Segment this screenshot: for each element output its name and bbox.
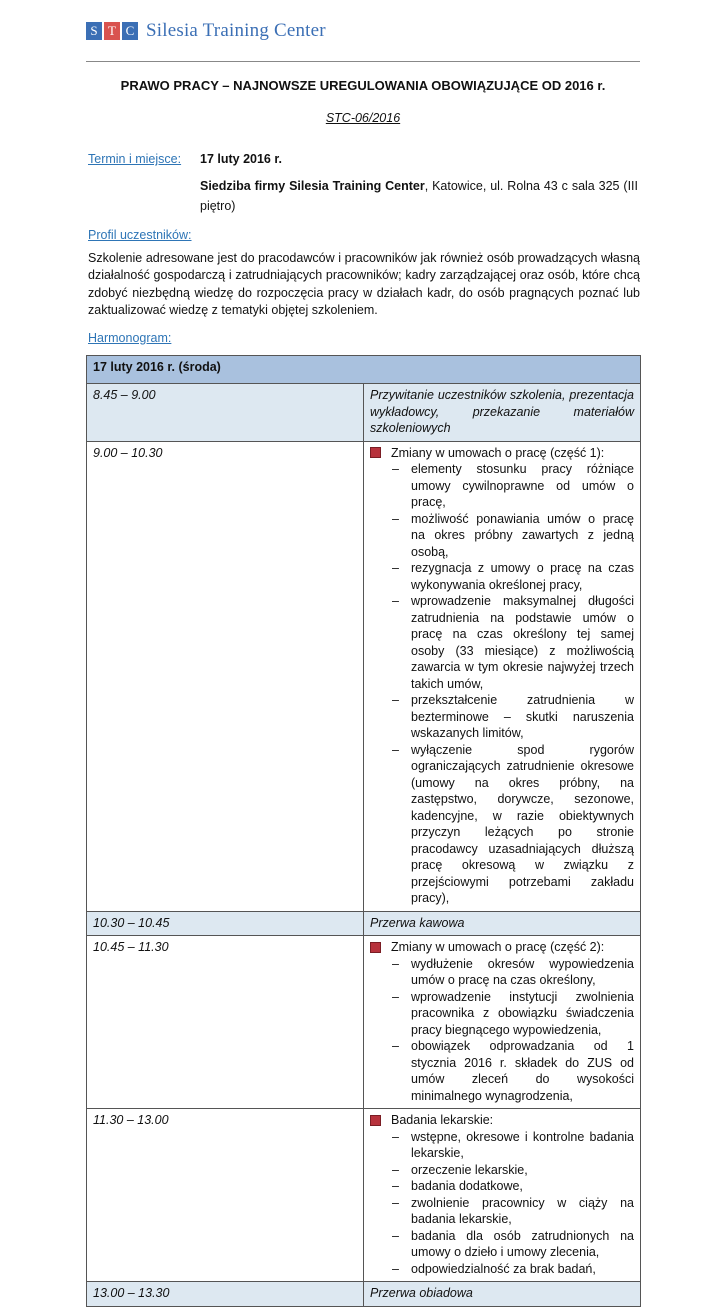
list-item-text: wyłączenie spod rygorów ograniczających zatrudnienie okresowe (umowy na okres próbny, na zastępstwo, dorywcze, sezonowe, kadencyjne, w razie obiektywnych przyczyn leżących po stronie pracodawcy uzasadniających dłuższą pracę okresową w związku z przejściowymi potrzebami zakładu pracy), [411,742,634,905]
course-code: STC-06/2016 [325,111,401,125]
header-divider [86,61,640,62]
time-cell: 10.30 – 10.45 [87,911,364,936]
dash-icon: – [392,1179,399,1193]
table-row [87,1282,641,1307]
venue-text [200,176,638,216]
session-cell [364,1109,641,1282]
dash-icon: – [392,742,399,757]
venue-address: , Katowice, ul. Rolna 43 c sala 325 (III piętro) [200,179,638,213]
list-item-text: orzeczenie lekarskie, [411,1162,528,1177]
time-cell: 9.00 – 10.30 [87,441,364,911]
list-item-text: badania dla osób zatrudnionych na umowy o dzieło i umowy zlecenia, [411,1228,634,1259]
list-item [392,1195,634,1228]
logo-letter-c: C [122,22,138,40]
venue-bold: Siedziba firmy [200,179,286,193]
session-text: Przerwa kawowa [364,911,641,936]
company-logo [86,20,326,42]
venue-company: Silesia Training Center [289,179,425,193]
list-item [392,956,634,989]
session-text: Przerwa obiadowa [364,1282,641,1307]
list-item-text: możliwość ponawiania umów o pracę na okres próbny zawartych z jedną osobą, [411,511,634,559]
list-item-text: przekształcenie zatrudnienia w bezterminowe – skutki naruszenia wskazanych limitów, [411,693,634,740]
table-row [87,936,641,1109]
logo-letter-t: T [104,22,120,40]
dash-icon: – [392,1162,399,1177]
session-heading [370,939,634,956]
session-cell [364,441,641,911]
dash-icon: – [392,956,399,971]
list-item [392,742,634,907]
session-heading [370,445,634,462]
topic-list [370,1129,634,1278]
session-heading-text: Zmiany w umowach o pracę (część 1): [391,445,605,460]
dash-icon: – [392,1261,399,1276]
list-item [392,1038,634,1104]
table-row [87,1109,641,1282]
dash-icon: – [392,462,399,476]
square-bullet-icon [370,942,381,953]
table-row [87,441,641,911]
topic-list [370,956,634,1105]
profile-text: Szkolenie adresowane jest do pracodawców i pracowników jak również osób prowadzących własną działalność gospodarczą i zatrudniających pracowników; kadry zarządzającej oraz osób, które chcą zdobyć niezbędną wiedzę do rozpoczęcia pracy w działach kadr, do osób pragnących poznać lub zaktualizować wiedzę z tematyki objętej szkoleniem. [88,251,640,317]
list-item [392,461,634,511]
dash-icon: – [392,693,399,707]
square-bullet-icon [370,447,381,458]
list-item-text: obowiązek odprowadzania od 1 stycznia 2016 r. składek do ZUS od umów zleceń do wysokości minimalnego wynagrodzenia, [411,1039,634,1103]
list-item-text: zwolnienie pracownicy w ciąży na badania lekarskie, [411,1195,634,1226]
list-item-text: wydłużenie okresów wypowiedzenia umów o pracę na czas określony, [411,956,634,987]
session-heading [370,1112,634,1129]
dash-icon: – [392,1129,399,1144]
topic-list [370,461,634,907]
session-heading-text: Badania lekarskie: [391,1113,494,1127]
time-cell: 8.45 – 9.00 [87,384,364,442]
list-item-text: rezygnacja z umowy o pracę na czas wykonywania określonej pracy, [411,561,634,592]
table-row [87,911,641,936]
profile-label: Profil uczestników: [88,228,192,242]
dash-icon: – [392,1228,399,1243]
list-item [392,593,634,692]
dash-icon: – [392,561,399,575]
list-item-text: wprowadzenie instytucji zwolnienia pracownika z obowiązku świadczenia pracy biegnącego wypowiedzenia, [411,989,634,1037]
list-item [392,989,634,1039]
list-item [392,1178,634,1195]
session-text: Przywitanie uczestników szkolenia, prezentacja wykładowcy, przekazanie materiałów szkoleniowych [364,384,641,442]
table-row [87,384,641,442]
list-item [392,511,634,561]
dash-icon: – [392,989,399,1004]
term-date: 17 luty 2016 r. [200,152,283,166]
session-cell [364,936,641,1109]
logo-text: Silesia Training Center [146,20,326,41]
logo-letter-s: S [86,22,102,40]
dash-icon: – [392,511,399,526]
document-title: PRAWO PRACY – NAJNOWSZE UREGULOWANIA OBOWIĄZUJĄCE OD 2016 r. [120,78,606,93]
day-header: 17 luty 2016 r. (środa) [87,356,641,384]
square-bullet-icon [370,1115,381,1126]
list-item [392,692,634,742]
list-item-text: wstępne, okresowe i kontrolne badania lekarskie, [411,1129,634,1160]
list-item-text: elementy stosunku pracy różniące umowy cywilnoprawne od umów o pracę, [411,462,634,509]
time-cell: 13.00 – 13.30 [87,1282,364,1307]
list-item [392,1261,634,1278]
list-item-text: wprowadzenie maksymalnej długości zatrudnienia na podstawie umów o pracę na czas określony tej samej osoby (33 miesiące) z możliwością zawarcia w tym okresie najwyżej trzech takich umów, [411,594,634,691]
dash-icon: – [392,1195,399,1210]
list-item-text: badania dodatkowe, [411,1179,523,1193]
time-cell: 10.45 – 11.30 [87,936,364,1109]
term-label: Termin i miejsce: [88,152,182,166]
session-heading-text: Zmiany w umowach o pracę (część 2): [391,940,605,954]
schedule-label: Harmonogram: [88,331,172,345]
list-item [392,1129,634,1162]
time-cell: 11.30 – 13.00 [87,1109,364,1282]
schedule-table [86,355,641,1307]
list-item-text: odpowiedzialność za brak badań, [411,1261,596,1276]
table-header-row [87,356,641,384]
list-item [392,560,634,593]
dash-icon: – [392,1039,399,1053]
list-item [392,1162,634,1179]
dash-icon: – [392,594,399,608]
list-item [392,1228,634,1261]
